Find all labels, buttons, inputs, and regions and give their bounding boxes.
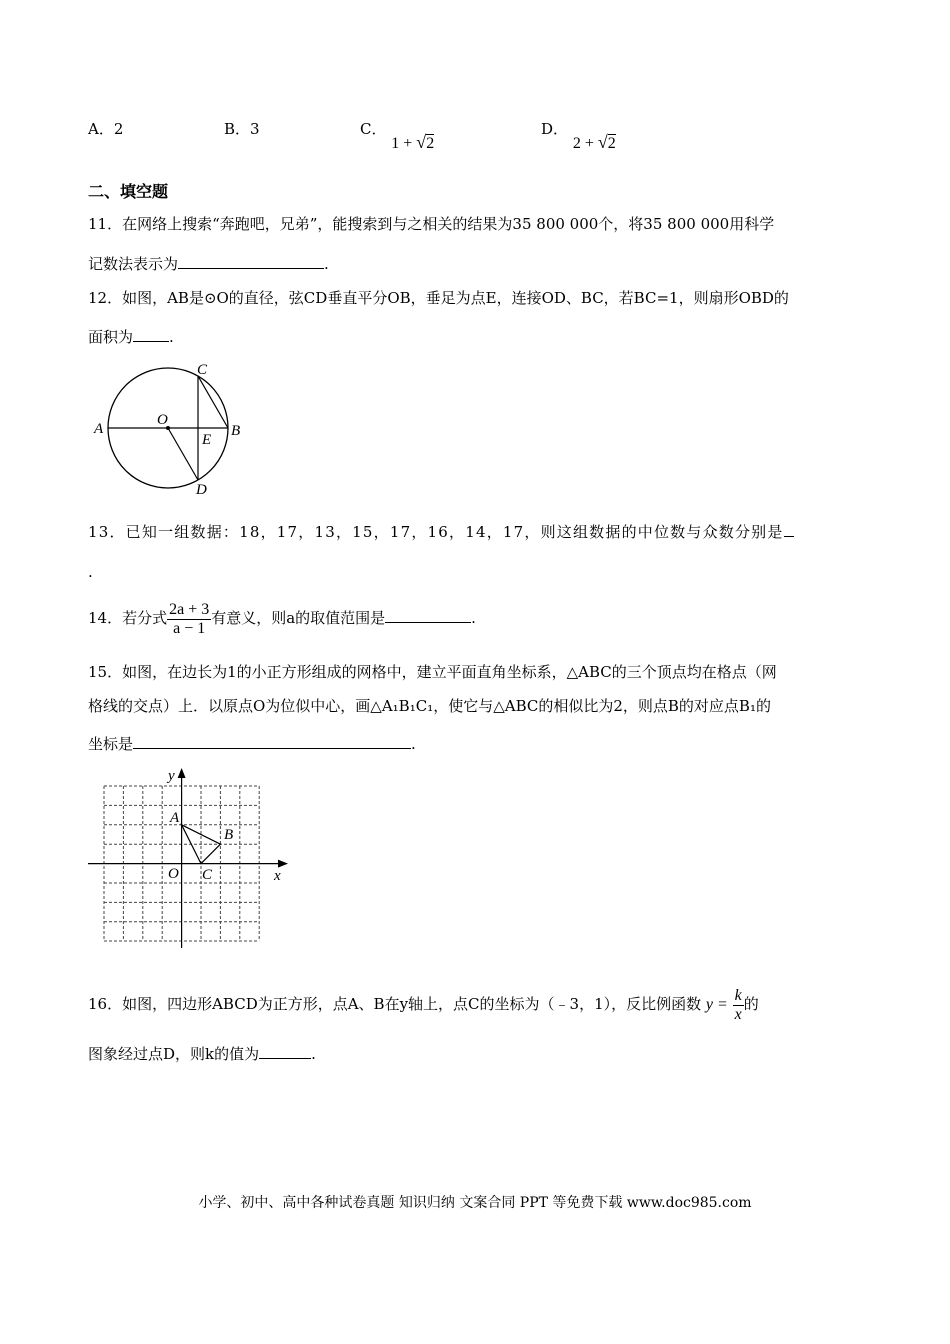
label-b: B: [224, 827, 234, 843]
q16-answer-blank: [259, 1044, 311, 1059]
choice-c-radicand: 2: [426, 135, 435, 152]
q16-numerator: k: [734, 986, 742, 1004]
label-b: B: [231, 423, 241, 439]
y-axis-arrow: [178, 768, 186, 778]
q14-numerator: 2a + 3: [169, 600, 210, 618]
q16-formula-lhs: y =: [705, 996, 728, 1013]
choice-c-expr: 1 + √2: [391, 132, 435, 152]
q16-fraction: [733, 987, 744, 1024]
choice-c-expr-pre: 1 +: [391, 135, 417, 152]
q15-text: 坐标是: [88, 735, 134, 753]
label-x: x: [274, 868, 281, 884]
choice-d-radicand: 2: [607, 135, 616, 152]
q13-line1: [88, 522, 794, 542]
choice-b: B．3: [224, 120, 260, 138]
q11-line1: 11．在网络上搜索“奔跑吧，兄弟”，能搜索到与之相关的结果为35 800 000个，将35 800 000用科学: [88, 215, 775, 233]
q15-grid-figure: [84, 764, 296, 950]
q16-denominator: x: [734, 1005, 742, 1023]
q15-line3: [88, 734, 416, 754]
label-o: O: [157, 412, 168, 428]
label-origin: O: [168, 866, 179, 882]
q14-end: .: [471, 609, 476, 627]
q14-denominator: a − 1: [173, 619, 206, 637]
q15-end: .: [411, 735, 416, 753]
label-e: E: [202, 432, 212, 448]
q14-pre: 14．若分式: [88, 609, 168, 627]
q16-line1: [88, 982, 759, 1027]
section-title: 二、填空题: [88, 182, 169, 201]
q13-text: 13．已知一组数据：18，17，13，15，17，16，14，17，则这组数据的中位数与众数分别是: [88, 523, 784, 541]
q16-line1-end: 的: [743, 995, 759, 1013]
q12-answer-blank: [133, 327, 169, 342]
q15-line1: 15．如图，在边长为1的小正方形组成的网格中，建立平面直角坐标系，△ABC的三个顶点均在格点（网: [88, 663, 777, 681]
choice-d-expr-pre: 2 +: [572, 135, 598, 152]
choice-d-label: D．: [541, 120, 569, 138]
segment-od: [168, 428, 198, 480]
q12-circle-figure: [88, 358, 258, 500]
q14-post: 有意义，则a的取值范围是: [211, 609, 386, 627]
choice-a: A．2: [88, 120, 124, 138]
choice-c: [360, 118, 435, 152]
q13-answer-blank: [784, 522, 794, 537]
x-axis-arrow: [278, 860, 288, 868]
q16-end: .: [311, 1045, 316, 1063]
q11-end: .: [324, 255, 329, 273]
segment-bc: [198, 376, 228, 428]
q11-text: 记数法表示为: [88, 255, 179, 273]
q16-line2: [88, 1044, 316, 1064]
q12-text: 面积为: [88, 328, 134, 346]
label-d: D: [196, 482, 207, 498]
choice-d-expr: 2 + √2: [572, 132, 616, 152]
q12-line1: 12．如图，AB是⊙O的直径，弦CD垂直平分OB，垂足为点E，连接OD、BC，若BC=1，则扇形OBD的: [88, 289, 789, 307]
q15-line2: 格线的交点）上．以原点O为位似中心，画△A₁B₁C₁，使它与△ABC的相似比为2，则点B的对应点B₁的: [88, 697, 771, 715]
q13-line2: .: [88, 563, 93, 581]
choice-d: [541, 118, 616, 152]
choice-c-label: C．: [360, 120, 387, 138]
page-footer: 小学、初中、高中各种试卷真题 知识归纳 文案合同 PPT 等免费下载 www.doc985.com: [198, 1195, 752, 1211]
q14-answer-blank: [385, 608, 471, 623]
q11-answer-blank: [178, 254, 324, 269]
label-a: A: [170, 810, 180, 826]
label-y: y: [168, 768, 175, 784]
q12-line2: [88, 327, 174, 347]
q14-line: [88, 596, 476, 640]
q14-fraction: [167, 601, 211, 638]
q11-line2: [88, 254, 329, 274]
q12-end: .: [169, 328, 174, 346]
q15-answer-blank: [133, 734, 411, 749]
q16-text: 16．如图，四边形ABCD为正方形，点A、B在y轴上，点C的坐标为（﹣3，1），反比例函数: [88, 995, 702, 1013]
q16-text2: 图象经过点D，则k的值为: [88, 1045, 260, 1063]
label-c: C: [197, 362, 208, 378]
label-c: C: [202, 867, 213, 883]
label-a: A: [94, 421, 104, 437]
